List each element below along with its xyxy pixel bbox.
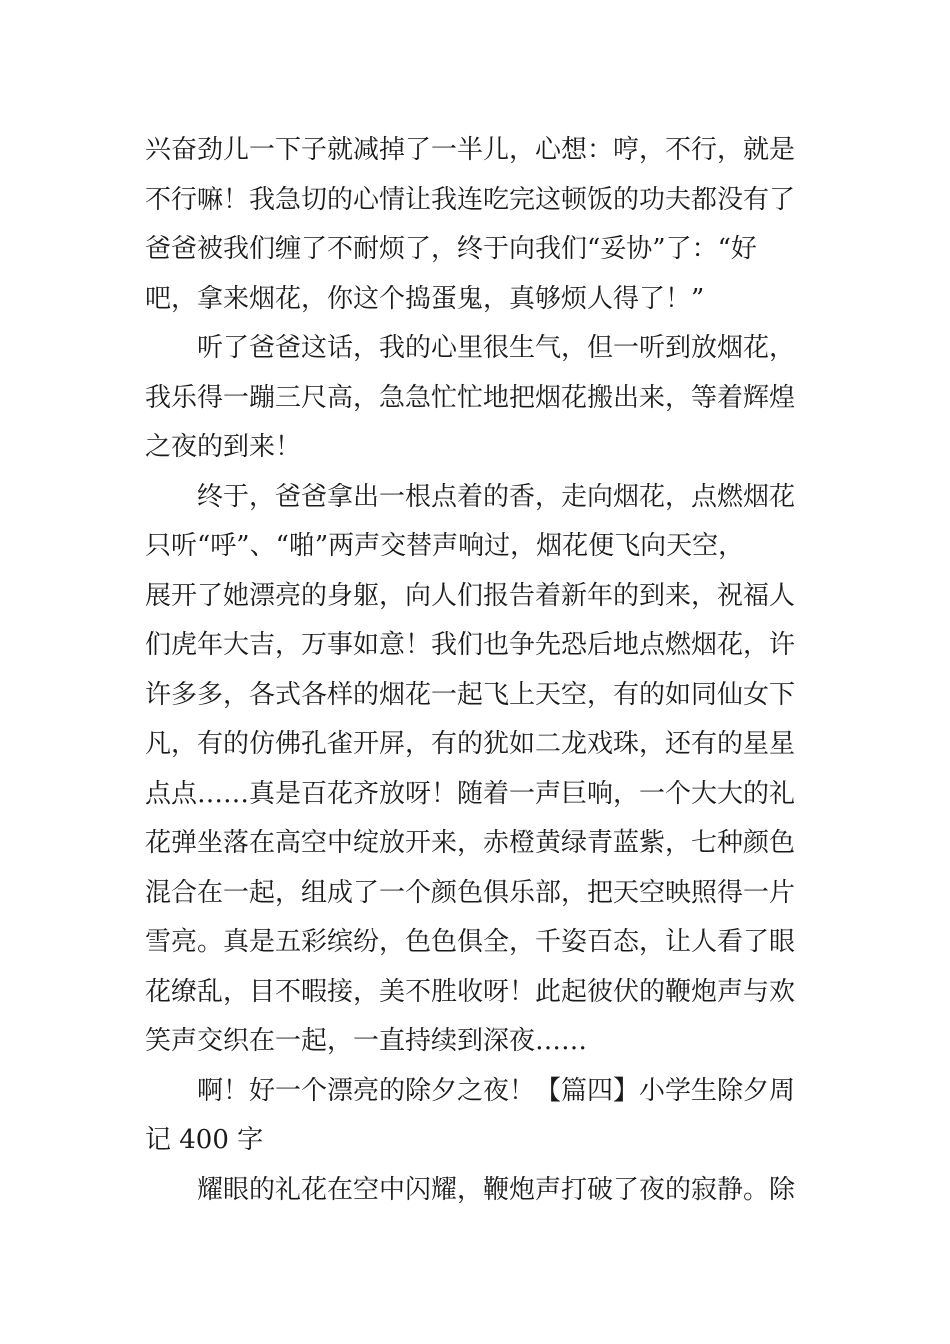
text-line: 听了爸爸这话，我的心里很生气，但一听到放烟花， xyxy=(145,333,796,363)
text-line: 耀眼的礼花在空中闪耀，鞭炮声打破了夜的寂静。除 xyxy=(145,1174,796,1205)
text-line: 们虎年大吉，万事如意！我们也争先恐后地点燃烟花，许 xyxy=(145,630,796,660)
text-line: 啊！好一个漂亮的除夕之夜！【篇四】小学生除夕周 xyxy=(145,1075,796,1106)
text-line: 雪亮。真是五彩缤纷，色色俱全，千姿百态，让人看了眼 xyxy=(145,927,796,957)
text-line: 爸爸被我们缠了不耐烦了，终于向我们“妥协”了：“好 xyxy=(145,234,757,264)
text-line: 记 400 字 xyxy=(145,1125,264,1155)
text-line: 展开了她漂亮的身躯，向人们报告着新年的到来，祝福人 xyxy=(145,580,796,611)
text-line: 笑声交织在一起，一直持续到深夜…… xyxy=(145,1026,588,1056)
text-line: 吧，拿来烟花，你这个捣蛋鬼，真够烦人得了！” xyxy=(145,283,705,314)
text-line: 之夜的到来！ xyxy=(145,432,302,462)
text-line: 混合在一起，组成了一个颜色俱乐部，把天空映照得一片 xyxy=(145,877,796,908)
text-line: 兴奋劲儿一下子就减掉了一半儿，心想：哼，不行，就是 xyxy=(145,135,796,165)
text-line: 花缭乱，目不暇接，美不胜收呀！此起彼伏的鞭炮声与欢 xyxy=(145,976,796,1007)
text-line: 不行嘛！我急切的心情让我连吃完这顿饭的功夫都没有了 xyxy=(145,184,796,215)
text-line: 点点……真是百花齐放呀！随着一声巨响，一个大大的礼 xyxy=(145,778,796,809)
text-line: 花弹坐落在高空中绽放开来，赤橙黄绿青蓝紫，七种颜色 xyxy=(145,828,796,858)
text-line: 我乐得一蹦三尺高，急急忙忙地把烟花搬出来，等着辉煌 xyxy=(145,382,796,413)
text-line: 只听“呼”、“啪”两声交替声响过，烟花便飞向天空， xyxy=(145,531,745,561)
text-line: 许多多，各式各样的烟花一起飞上天空，有的如同仙女下 xyxy=(145,679,796,710)
body-text xyxy=(145,126,810,1215)
text-line: 终于，爸爸拿出一根点着的香，走向烟花，点燃烟花 xyxy=(145,481,796,512)
text-line: 凡，有的仿佛孔雀开屏，有的犹如二龙戏珠，还有的星星 xyxy=(145,729,796,759)
